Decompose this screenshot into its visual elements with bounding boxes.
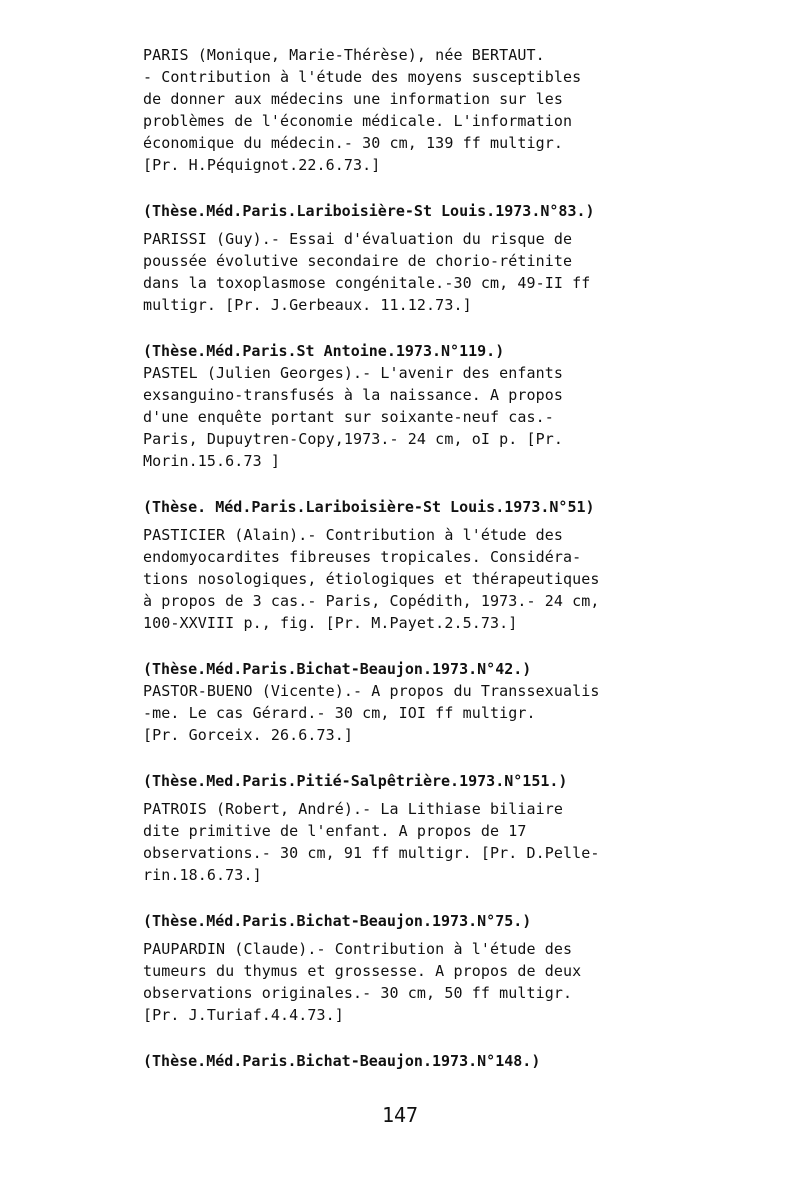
entry-line: PARISSI (Guy).- Essai d'évaluation du risque de (143, 230, 573, 248)
entry-line: PARIS (Monique, Marie-Thérèse), née BERTAUT. (143, 46, 545, 64)
entry-line: tions nosologiques, étiologiques et thérapeutiques (143, 570, 600, 588)
entry-line: PASTOR-BUENO (Vicente).- A propos du Transsexualis (143, 682, 600, 700)
bibliography-entry (143, 524, 663, 680)
entry-line: PASTEL (Julien Georges).- L'avenir des enfants (143, 364, 564, 382)
thesis-reference: (Thèse. Méd.Paris.Lariboisière-St Louis.1973.N°51) (143, 498, 595, 516)
entry-line: observations.- 30 cm, 91 ff multigr. [Pr. D.Pelle- (143, 844, 600, 862)
entry-line: [Pr. H.Péquignot.22.6.73.] (143, 156, 381, 174)
thesis-reference: (Thèse.Méd.Paris.Bichat-Beaujon.1973.N°42.) (143, 660, 532, 678)
entry-line: problèmes de l'économie médicale. L'information (143, 112, 573, 130)
entry-line: PAUPARDIN (Claude).- Contribution à l'étude des (143, 940, 573, 958)
entry-line: économique du médecin.- 30 cm, 139 ff multigr. (143, 134, 564, 152)
entry-line: multigr. [Pr. J.Gerbeaux. 11.12.73.] (143, 296, 472, 314)
bibliography-entry (143, 228, 663, 362)
bibliography-entry (143, 938, 663, 1072)
entry-line: PASTICIER (Alain).- Contribution à l'étude des (143, 526, 564, 544)
entry-line: poussée évolutive secondaire de chorio-rétinite (143, 252, 573, 270)
bibliography-entries (143, 44, 663, 1072)
entry-line: 100-XXVIII p., fig. [Pr. M.Payet.2.5.73.] (143, 614, 518, 632)
entry-line: observations originales.- 30 cm, 50 ff multigr. (143, 984, 573, 1002)
entry-line: dans la toxoplasmose congénitale.-30 cm, 49-II ff (143, 274, 591, 292)
entry-line: PATROIS (Robert, André).- La Lithiase biliaire (143, 800, 564, 818)
entry-line: [Pr. Gorceix. 26.6.73.] (143, 726, 354, 744)
thesis-reference: (Thèse.Méd.Paris.Bichat-Beaujon.1973.N°148.) (143, 1052, 541, 1070)
entry-line: tumeurs du thymus et grossesse. A propos de deux (143, 962, 582, 980)
entry-line: [Pr. J.Turiaf.4.4.73.] (143, 1006, 344, 1024)
entry-line: d'une enquête portant sur soixante-neuf cas.- (143, 408, 554, 426)
bibliography-entry (143, 44, 663, 228)
entry-line: exsanguino-transfusés à la naissance. A propos (143, 386, 564, 404)
entry-line: dite primitive de l'enfant. A propos de 17 (143, 822, 527, 840)
entry-line: endomyocardites fibreuses tropicales. Considéra- (143, 548, 582, 566)
thesis-reference: (Thèse.Méd.Paris.St Antoine.1973.N°119.) (143, 342, 505, 360)
thesis-reference: (Thèse.Méd.Paris.Lariboisière-St Louis.1973.N°83.) (143, 202, 595, 220)
thesis-reference: (Thèse.Méd.Paris.Bichat-Beaujon.1973.N°75.) (143, 912, 532, 930)
entry-line: rin.18.6.73.] (143, 866, 262, 884)
entry-line: de donner aux médecins une information sur les (143, 90, 564, 108)
entry-line: - Contribution à l'étude des moyens susceptibles (143, 68, 582, 86)
page-number: 147 (381, 1103, 419, 1127)
thesis-reference: (Thèse.Med.Paris.Pitié-Salpêtrière.1973.N°151.) (143, 772, 568, 790)
entry-line: Morin.15.6.73 ] (143, 452, 280, 470)
bibliography-entry (143, 798, 663, 938)
entry-line: Paris, Dupuytren-Copy,1973.- 24 cm, oI p. [Pr. (143, 430, 564, 448)
entry-line: à propos de 3 cas.- Paris, Copédith, 1973.- 24 cm, (143, 592, 600, 610)
entry-line: -me. Le cas Gérard.- 30 cm, IOI ff multigr. (143, 704, 536, 722)
bibliography-entry (143, 362, 663, 524)
bibliography-entry (143, 680, 663, 798)
